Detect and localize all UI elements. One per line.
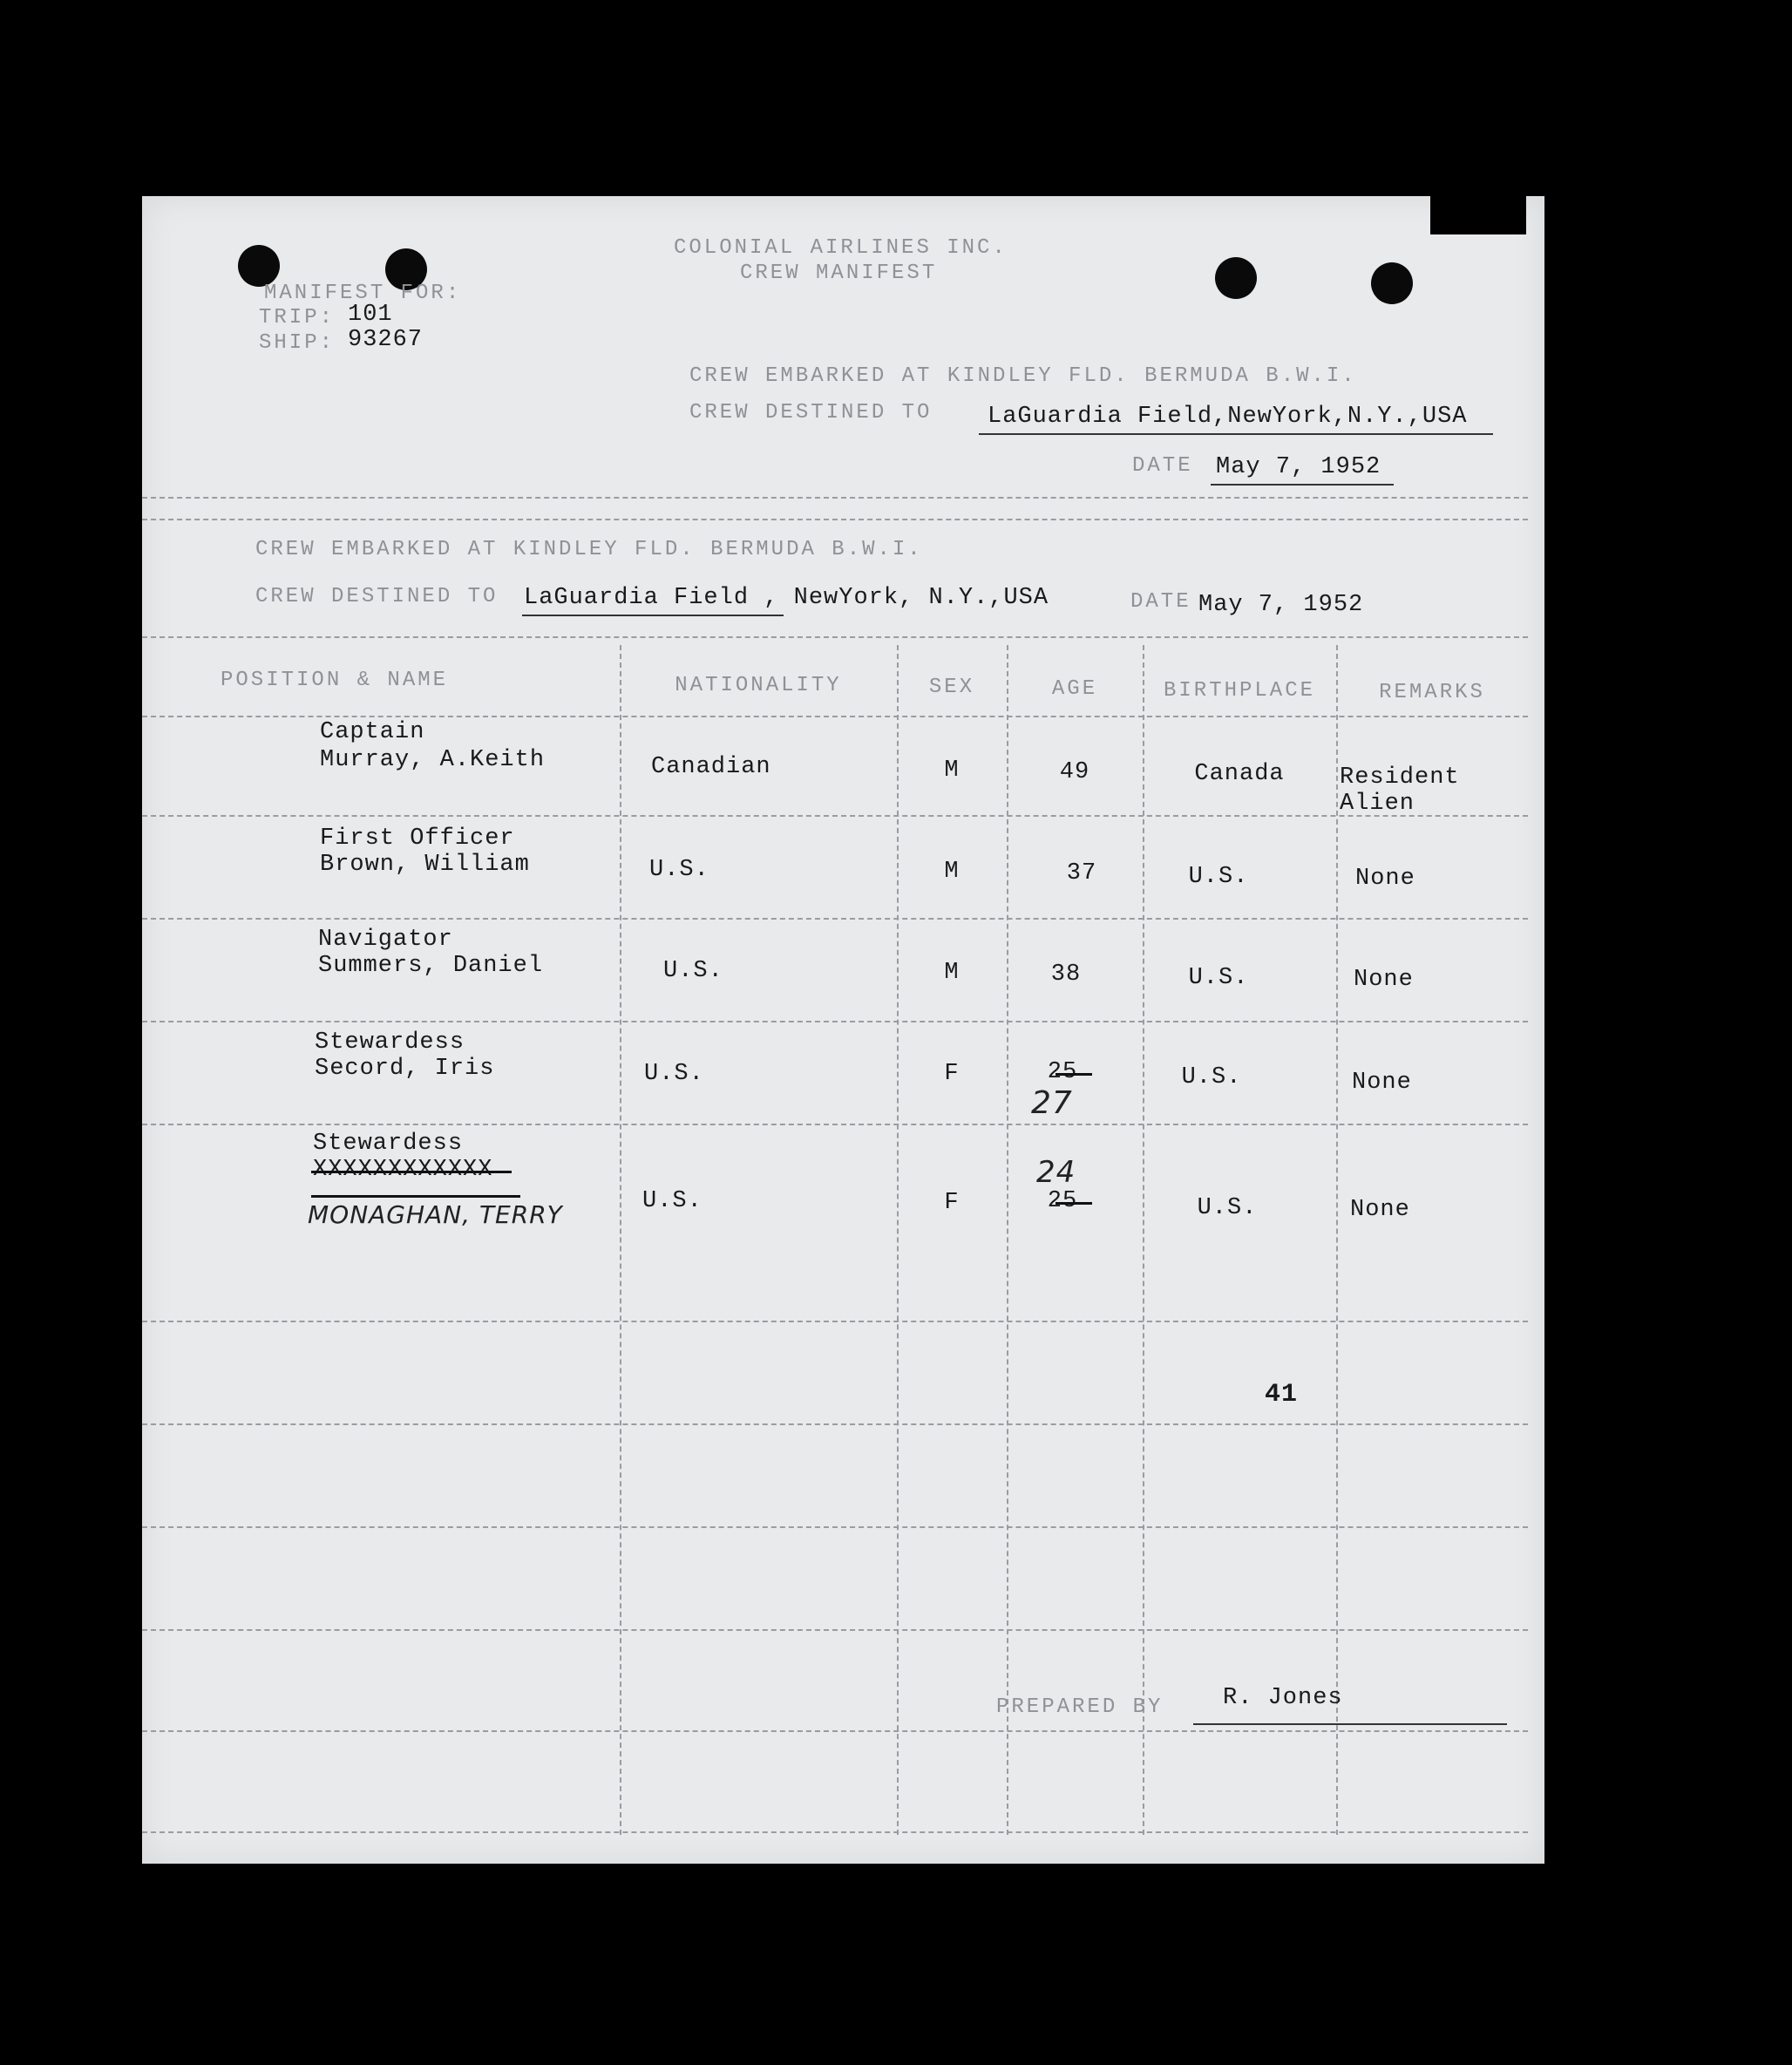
row-age: 38 xyxy=(1050,961,1082,988)
row-nationality: U.S. xyxy=(663,958,723,984)
manifest-for-label: MANIFEST FOR: xyxy=(264,282,462,305)
row-divider xyxy=(142,1124,1528,1125)
destined-value-2: LaGuardia Field , NewYork, N.Y.,USA xyxy=(524,585,1049,611)
date-value: May 7, 1952 xyxy=(1216,454,1381,480)
header-birthplace: BIRTHPLACE xyxy=(1163,679,1316,703)
row-name: Secord, Iris xyxy=(315,1056,495,1082)
row-birthplace: U.S. xyxy=(1188,965,1249,991)
embarked-line-2: CREW EMBARKED AT KINDLEY FLD. BERMUDA B.W.I. xyxy=(255,538,923,561)
row-divider xyxy=(142,1321,1528,1322)
col-divider xyxy=(1336,645,1338,1835)
row-name-handwritten: MONAGHAN, TERRY xyxy=(308,1200,563,1229)
destined-underline xyxy=(979,433,1493,435)
row-remarks: Resident xyxy=(1340,764,1460,791)
row-divider xyxy=(142,1526,1528,1528)
row-position: First Officer xyxy=(320,825,515,852)
row-divider xyxy=(142,1831,1528,1833)
punch-hole xyxy=(1371,262,1413,304)
header-remarks: REMARKS xyxy=(1379,681,1485,704)
name-strikeout xyxy=(311,1171,512,1173)
punch-hole xyxy=(1215,257,1257,299)
col-divider xyxy=(620,645,621,1835)
embarked-line: CREW EMBARKED AT KINDLEY FLD. BERMUDA B.W.I. xyxy=(689,364,1357,388)
divider xyxy=(142,497,1528,499)
header-nationality: NATIONALITY xyxy=(675,674,842,697)
row-sex: M xyxy=(944,757,960,784)
prepared-by-value: R. Jones xyxy=(1223,1685,1343,1711)
age-strikeout xyxy=(1056,1202,1092,1205)
row-sex: F xyxy=(944,1061,960,1087)
row-birthplace: Canada xyxy=(1194,761,1285,787)
row-age-handwritten: 24 xyxy=(1036,1155,1076,1190)
trip-value: 101 xyxy=(348,302,393,328)
corner-tab xyxy=(1430,196,1526,234)
header-position-name: POSITION & NAME xyxy=(221,669,449,692)
row-remarks: None xyxy=(1350,1197,1410,1223)
document-type: CREW MANIFEST xyxy=(740,262,938,285)
row-position: Stewardess xyxy=(313,1131,464,1157)
row-name: Summers, Daniel xyxy=(318,953,544,979)
trip-label: TRIP: xyxy=(259,306,336,329)
row-birthplace: U.S. xyxy=(1197,1195,1258,1221)
row-birthplace: U.S. xyxy=(1188,864,1249,890)
ship-label: SHIP: xyxy=(259,331,336,355)
row-remarks-2: Alien xyxy=(1340,791,1415,817)
ship-value: 93267 xyxy=(348,327,424,353)
date-value-2: May 7, 1952 xyxy=(1198,592,1364,618)
divider xyxy=(142,636,1528,638)
date-label: DATE xyxy=(1132,454,1193,478)
row-nationality: U.S. xyxy=(644,1061,704,1087)
row-nationality: U.S. xyxy=(642,1188,703,1214)
row-sex: F xyxy=(944,1190,960,1216)
row-nationality: U.S. xyxy=(649,857,709,883)
company-name: COLONIAL AIRLINES INC. xyxy=(674,236,1008,260)
header-sex: SEX xyxy=(928,676,975,699)
row-position: Captain xyxy=(320,719,425,745)
row-birthplace: U.S. xyxy=(1181,1064,1242,1090)
destined-underline-2 xyxy=(522,615,784,616)
row-sex: M xyxy=(944,960,960,986)
col-divider xyxy=(1143,645,1144,1835)
row-divider xyxy=(142,1730,1528,1732)
row-age-typed: 25 xyxy=(1047,1188,1078,1214)
row-nationality: Canadian xyxy=(651,754,771,780)
row-age: 37 xyxy=(1066,860,1097,886)
header-age: AGE xyxy=(1051,677,1098,701)
row-divider xyxy=(142,716,1528,717)
row-divider xyxy=(142,1021,1528,1022)
row-name-struck: XXXXXXXXXXXX xyxy=(313,1157,493,1183)
row-divider xyxy=(142,918,1528,920)
row-divider xyxy=(142,1629,1528,1631)
row-divider xyxy=(142,815,1528,817)
row-position: Navigator xyxy=(318,927,453,953)
manifest-page xyxy=(142,196,1544,1864)
destined-label-2: CREW DESTINED TO xyxy=(255,585,499,608)
punch-hole xyxy=(238,245,280,287)
row-remarks: None xyxy=(1354,967,1414,993)
row-age: 49 xyxy=(1059,759,1090,785)
destined-value: LaGuardia Field,NewYork,N.Y.,USA xyxy=(988,404,1468,430)
date-underline xyxy=(1211,484,1394,486)
page-number: 41 xyxy=(1265,1380,1299,1409)
col-divider xyxy=(897,645,899,1835)
col-divider xyxy=(1007,645,1008,1835)
row-position: Stewardess xyxy=(315,1029,465,1056)
prepared-by-underline xyxy=(1193,1723,1507,1725)
divider xyxy=(142,519,1528,520)
row-age-handwritten: 27 xyxy=(1031,1085,1073,1121)
destined-label: CREW DESTINED TO xyxy=(689,401,933,425)
row-remarks: None xyxy=(1355,866,1415,892)
name-strikeout xyxy=(311,1195,520,1198)
row-divider xyxy=(142,1423,1528,1425)
row-sex: M xyxy=(944,859,960,885)
prepared-by-label: PREPARED BY xyxy=(996,1695,1164,1719)
row-remarks: None xyxy=(1352,1070,1412,1096)
age-strikeout xyxy=(1056,1073,1092,1076)
row-name: Brown, William xyxy=(320,852,530,878)
row-name: Murray, A.Keith xyxy=(320,747,546,773)
date-label-2: DATE xyxy=(1130,590,1191,614)
row-age-typed: 25 xyxy=(1047,1059,1078,1085)
